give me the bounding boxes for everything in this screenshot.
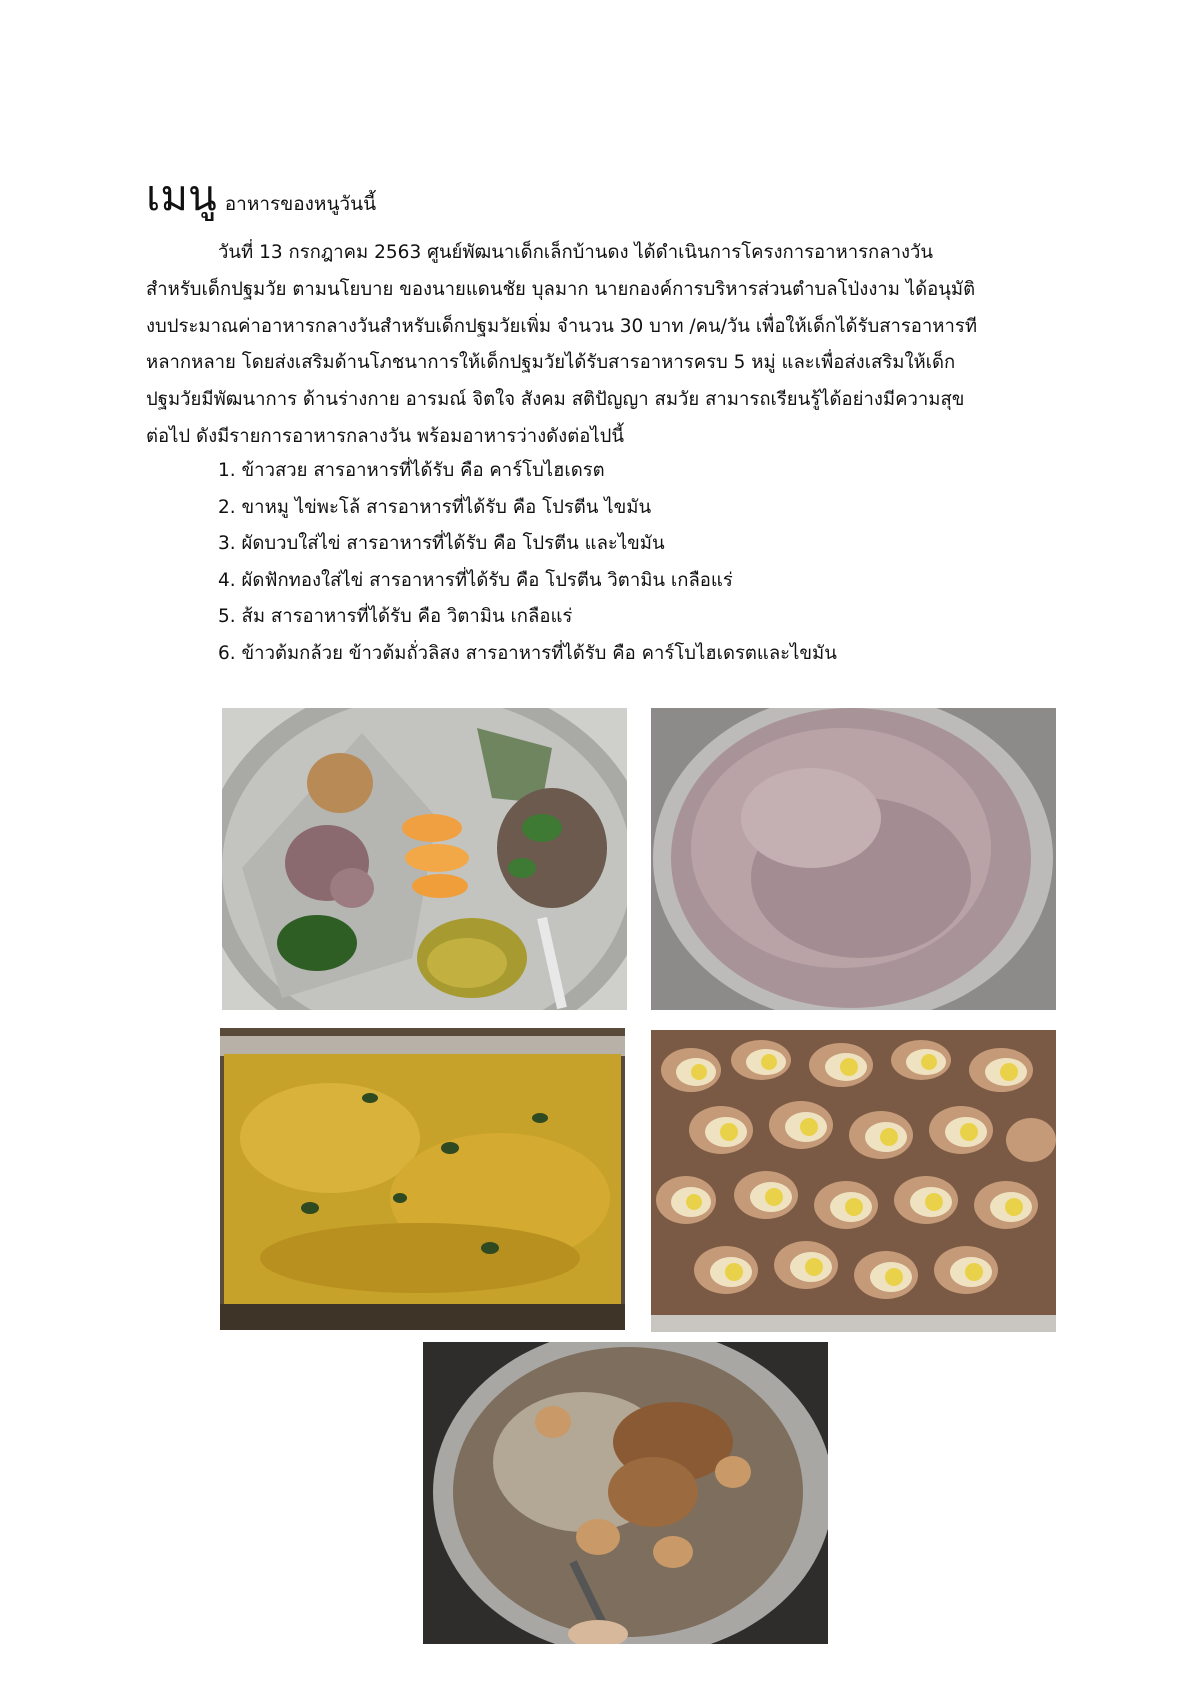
menu-item: 6. ข้าวต้มกล้วย ข้าวต้มถั่วลิสง สารอาหารที่ได้รับ คือ คาร์โบไฮเดรตและไขมัน: [218, 642, 837, 664]
photo-food-tray: [222, 708, 627, 1010]
menu-item: 2. ขาหมู ไข่พะโล้ สารอาหารที่ได้รับ คือ โปรตีน ไขมัน: [218, 496, 652, 518]
menu-item: 5. ส้ม สารอาหารที่ได้รับ คือ วิตามิน เกลือแร่: [218, 606, 573, 628]
intro-paragraph: [146, 235, 1062, 456]
page-title: [146, 170, 376, 230]
menu-item: 1. ข้าวสวย สารอาหารที่ได้รับ คือ คาร์โบไฮเดรต: [218, 460, 605, 481]
paragraph-line: สำหรับเด็กปฐมวัย ตามนโยบาย ของนายแดนชัย บุลมาก นายกองค์การบริหารส่วนตำบลโป่งงาม ได้อนุมัติ: [146, 278, 976, 300]
photo-braised-pork-pot: [423, 1342, 828, 1644]
photo-rice-pot: [651, 708, 1056, 1010]
photo-pumpkin-stirfry: [220, 1028, 625, 1330]
menu-item: 4. ผัดฟักทองใส่ไข่ สารอาหารที่ได้รับ คือ โปรตีน วิตามิน เกลือแร่: [218, 569, 733, 591]
photo-braised-eggs: [651, 1030, 1056, 1332]
menu-item: 3. ผัดบวบใส่ไข่ สารอาหารที่ได้รับ คือ โปรตีน และไขมัน: [218, 533, 665, 555]
title-subtitle: อาหารของหนูวันนี้: [224, 193, 377, 215]
title-menu: เมนู: [146, 171, 217, 220]
menu-list: [218, 453, 837, 673]
paragraph-line: หลากหลาย โดยส่งเสริมด้านโภชนาการให้เด็กปฐมวัยได้รับสารอาหารครบ 5 หมู่ และเพื่อส่งเสริมให้เด็ก: [146, 352, 956, 374]
paragraph-line: วันที่ 13 กรกฎาคม 2563 ศูนย์พัฒนาเด็กเล็กบ้านดง ได้ดำเนินการโครงการอาหารกลางวัน: [218, 242, 934, 263]
paragraph-line: งบประมาณค่าอาหารกลางวันสำหรับเด็กปฐมวัยเพิ่ม จำนวน 30 บาท /คน/วัน เพื่อให้เด็กได้รับสารอาหารที: [146, 315, 978, 337]
paragraph-line: ต่อไป ดังมีรายการอาหารกลางวัน พร้อมอาหารว่างดังต่อไปนี้: [146, 425, 625, 447]
paragraph-line: ปฐมวัยมีพัฒนาการ ด้านร่างกาย อารมณ์ จิตใจ สังคม สติปัญญา สมวัย สามารถเรียนรู้ได้อย่างมีความสุข: [146, 389, 965, 411]
